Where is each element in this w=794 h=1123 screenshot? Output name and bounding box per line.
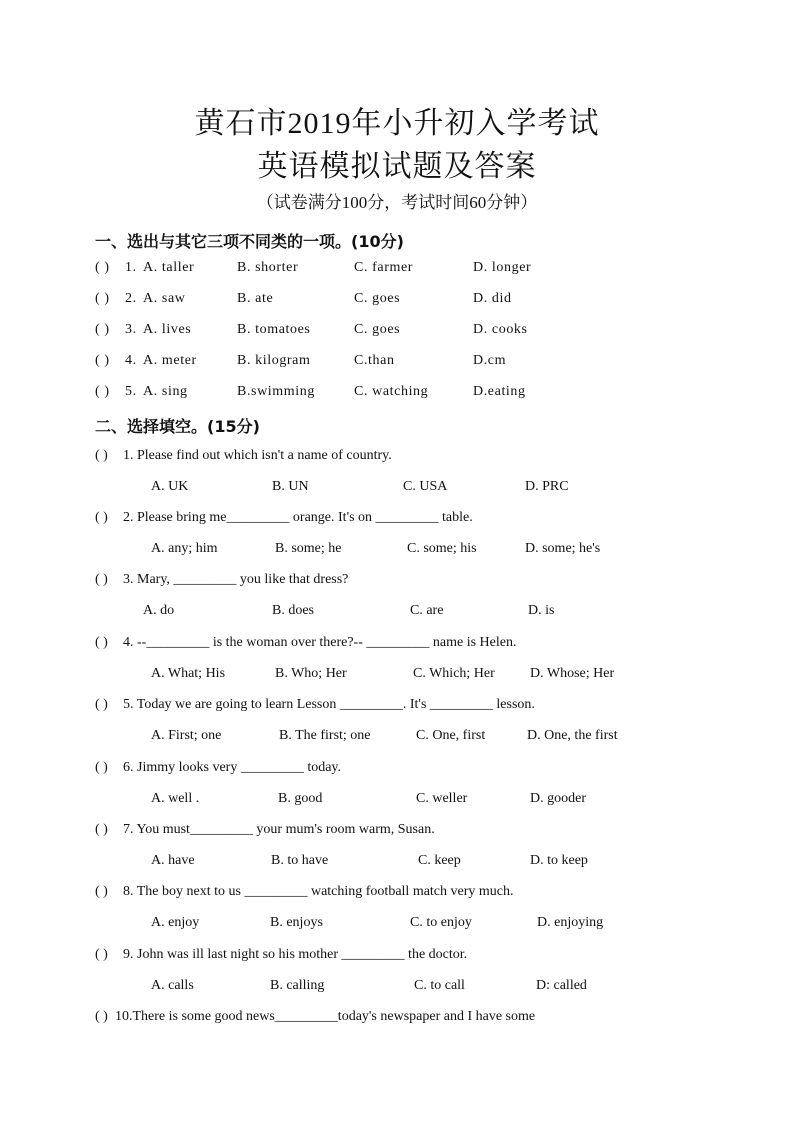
option-b: B. enjoys: [270, 915, 323, 930]
option-a: A. lives: [143, 322, 192, 337]
question-text: 7. You must_________ your mum's room warm, Susan.: [123, 822, 435, 837]
answer-blank[interactable]: ( ): [95, 1009, 108, 1024]
question-number: 5.: [125, 384, 137, 399]
option-a: A. do: [143, 603, 175, 618]
option-c: C. to enjoy: [410, 915, 472, 930]
answer-blank[interactable]: ( ): [95, 760, 108, 775]
option-d: D. to keep: [530, 853, 588, 868]
option-c: C. weller: [416, 791, 468, 806]
answer-blank[interactable]: ( ): [95, 384, 110, 399]
option-b: B. Who; Her: [275, 666, 347, 681]
option-a: A. meter: [143, 353, 197, 368]
option-a: A. calls: [151, 978, 194, 993]
question-number: 1.: [125, 260, 137, 275]
answer-blank[interactable]: ( ): [95, 697, 108, 712]
option-c: C. farmer: [354, 260, 414, 275]
question-number: 2.: [125, 291, 137, 306]
option-d: D. PRC: [525, 479, 569, 494]
question-number: 4.: [125, 353, 137, 368]
answer-blank[interactable]: ( ): [95, 947, 108, 962]
option-d: D. enjoying: [537, 915, 604, 930]
option-b: B. The first; one: [279, 728, 371, 743]
option-c: C.than: [354, 353, 395, 368]
option-c: C. are: [410, 603, 444, 618]
question-text: 2. Please bring me_________ orange. It's on _________ table.: [123, 510, 473, 525]
option-c: C. Which; Her: [413, 666, 495, 681]
exam-info: （试卷满分100分，考试时间60分钟）: [256, 193, 538, 212]
question-number: 3.: [125, 322, 137, 337]
question-text: 9. John was ill last night so his mother _________ the doctor.: [123, 947, 468, 962]
option-c: C. USA: [403, 479, 448, 494]
option-d: D.eating: [473, 384, 526, 399]
option-a: A. taller: [143, 260, 195, 275]
option-b: B. UN: [272, 479, 309, 494]
option-a: A. sing: [143, 384, 188, 399]
option-c: C. some; his: [407, 541, 477, 556]
answer-blank[interactable]: ( ): [95, 635, 108, 650]
option-d: D. longer: [473, 260, 532, 275]
option-a: A. well .: [151, 791, 200, 806]
option-b: B. ate: [237, 291, 274, 306]
option-a: A. any; him: [151, 541, 218, 556]
question-text: 4. --_________ is the woman over there?-- _________ name is Helen.: [123, 635, 517, 650]
question-text: 5. Today we are going to learn Lesson _________. It's _________ lesson.: [123, 697, 535, 712]
option-c: C. keep: [418, 853, 461, 868]
answer-blank[interactable]: ( ): [95, 260, 110, 275]
document-subject-title: 英语模拟试题及答案: [257, 150, 537, 183]
answer-blank[interactable]: ( ): [95, 322, 110, 337]
answer-blank[interactable]: ( ): [95, 822, 108, 837]
question-text: 6. Jimmy looks very _________ today.: [123, 760, 342, 775]
option-d: D. is: [528, 603, 555, 618]
section1-heading: 一、选出与其它三项不同类的一项。(10分): [95, 232, 404, 251]
option-a: A. UK: [151, 479, 189, 494]
option-b: B. shorter: [237, 260, 299, 275]
section2-heading: 二、选择填空。(15分): [95, 417, 260, 436]
option-d: D. cooks: [473, 322, 528, 337]
option-a: A. saw: [143, 291, 186, 306]
answer-blank[interactable]: ( ): [95, 353, 110, 368]
option-c: C. goes: [354, 291, 401, 306]
document-title: 黄石市2019年小升初入学考试: [194, 107, 600, 140]
option-a: A. First; one: [151, 728, 222, 743]
option-b: B. some; he: [275, 541, 342, 556]
option-c: C. watching: [354, 384, 429, 399]
option-d: D. gooder: [530, 791, 586, 806]
option-b: B. tomatoes: [237, 322, 311, 337]
question-text: 3. Mary, _________ you like that dress?: [123, 572, 349, 587]
option-c: C. goes: [354, 322, 401, 337]
option-d: D. One, the first: [527, 728, 618, 743]
question-text: 8. The boy next to us _________ watching football match very much.: [123, 884, 514, 899]
option-b: B. good: [278, 791, 323, 806]
option-b: B.swimming: [237, 384, 315, 399]
question-text: 1. Please find out which isn't a name of country.: [123, 448, 392, 463]
option-d: D.cm: [473, 353, 507, 368]
option-b: B. calling: [270, 978, 325, 993]
answer-blank[interactable]: ( ): [95, 572, 108, 587]
option-d: D. Whose; Her: [530, 666, 615, 681]
answer-blank[interactable]: ( ): [95, 884, 108, 899]
option-c: C. One, first: [416, 728, 486, 743]
option-d: D. did: [473, 291, 512, 306]
option-a: A. What; His: [151, 666, 226, 681]
answer-blank[interactable]: ( ): [95, 291, 110, 306]
option-d: D: called: [536, 978, 587, 993]
question-text: 10.There is some good news_________today's newspaper and I have some: [115, 1009, 536, 1024]
answer-blank[interactable]: ( ): [95, 448, 108, 463]
option-b: B. does: [272, 603, 314, 618]
option-a: A. have: [151, 853, 195, 868]
option-b: B. kilogram: [237, 353, 311, 368]
option-c: C. to call: [414, 978, 465, 993]
option-d: D. some; he's: [525, 541, 601, 556]
answer-blank[interactable]: ( ): [95, 510, 108, 525]
option-b: B. to have: [271, 853, 329, 868]
option-a: A. enjoy: [151, 915, 200, 930]
